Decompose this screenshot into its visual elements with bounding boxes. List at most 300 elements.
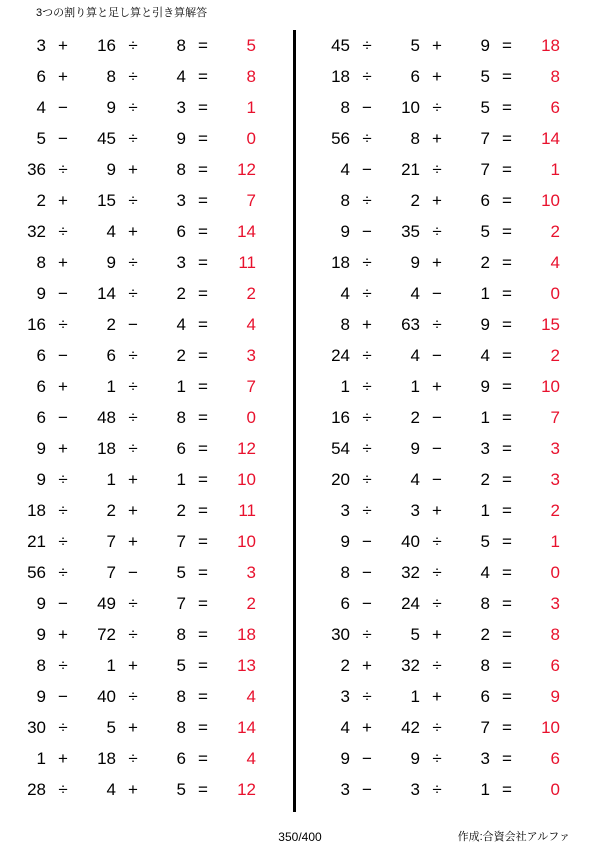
operand-1: 18 — [331, 67, 350, 86]
operand-1: 28 — [27, 780, 46, 799]
operand-3: 6 — [176, 439, 186, 458]
answer-value: 13 — [237, 656, 256, 675]
operator-1: + — [58, 749, 68, 768]
operand-1: 4 — [340, 718, 350, 737]
operand-2: 2 — [106, 501, 116, 520]
operand-1: 1 — [36, 749, 46, 768]
operand-2: 15 — [97, 191, 116, 210]
answer-value: 3 — [550, 439, 560, 458]
answer-value: 4 — [246, 315, 256, 334]
operand-2: 9 — [410, 439, 420, 458]
operand-3: 4 — [480, 346, 490, 365]
equals-sign: = — [502, 470, 512, 489]
operator-2: ÷ — [128, 439, 138, 458]
problem-row — [314, 619, 600, 650]
operand-1: 30 — [27, 718, 46, 737]
operand-3: 1 — [176, 470, 186, 489]
operand-2: 49 — [97, 594, 116, 613]
operator-2: ÷ — [128, 346, 138, 365]
answer-value: 14 — [541, 129, 560, 148]
answer-value: 7 — [246, 377, 256, 396]
answer-value: 4 — [246, 687, 256, 706]
operator-2: ÷ — [432, 532, 442, 551]
operand-1: 2 — [36, 191, 46, 210]
equals-sign: = — [502, 563, 512, 582]
problem-row — [314, 464, 600, 495]
answer-value: 10 — [237, 470, 256, 489]
equals-sign: = — [198, 67, 208, 86]
operand-3: 4 — [176, 315, 186, 334]
operand-3: 3 — [176, 253, 186, 272]
operand-3: 3 — [480, 749, 490, 768]
problem-row — [314, 433, 600, 464]
operand-3: 4 — [480, 563, 490, 582]
operand-3: 5 — [176, 780, 186, 799]
equals-sign: = — [502, 346, 512, 365]
operand-2: 45 — [97, 129, 116, 148]
problem-row — [314, 774, 600, 805]
equals-sign: = — [198, 563, 208, 582]
operator-1: + — [58, 191, 68, 210]
operand-2: 32 — [401, 656, 420, 675]
operator-2: − — [432, 408, 442, 427]
problem-row — [314, 681, 600, 712]
problem-row — [10, 309, 296, 340]
operand-1: 8 — [340, 191, 350, 210]
operand-3: 1 — [480, 501, 490, 520]
answer-value: 7 — [246, 191, 256, 210]
equals-sign: = — [502, 253, 512, 272]
operator-1: − — [58, 98, 68, 117]
problem-row — [314, 123, 600, 154]
operator-1: ÷ — [362, 408, 372, 427]
operator-1: ÷ — [58, 656, 68, 675]
operand-2: 10 — [401, 98, 420, 117]
operand-3: 9 — [480, 315, 490, 334]
answer-value: 12 — [237, 160, 256, 179]
equals-sign: = — [502, 36, 512, 55]
operator-1: ÷ — [58, 532, 68, 551]
operator-2: ÷ — [432, 563, 442, 582]
operator-2: ÷ — [128, 625, 138, 644]
operand-2: 9 — [410, 749, 420, 768]
problem-row — [314, 743, 600, 774]
operator-2: ÷ — [432, 160, 442, 179]
operand-3: 8 — [176, 408, 186, 427]
operand-1: 4 — [340, 284, 350, 303]
equals-sign: = — [198, 532, 208, 551]
problem-row — [314, 495, 600, 526]
operand-1: 9 — [36, 470, 46, 489]
operand-1: 6 — [36, 346, 46, 365]
operator-1: ÷ — [362, 377, 372, 396]
operator-2: ÷ — [432, 749, 442, 768]
answer-value: 3 — [550, 594, 560, 613]
operand-3: 1 — [480, 408, 490, 427]
equals-sign: = — [502, 408, 512, 427]
operator-2: ÷ — [128, 408, 138, 427]
operator-2: + — [128, 780, 138, 799]
page-footer — [0, 829, 600, 845]
answer-value: 2 — [246, 284, 256, 303]
problem-row — [314, 61, 600, 92]
equals-sign: = — [198, 129, 208, 148]
problem-row — [10, 92, 296, 123]
problem-row — [314, 712, 600, 743]
equals-sign: = — [502, 625, 512, 644]
problem-row — [10, 185, 296, 216]
operand-1: 4 — [340, 160, 350, 179]
equals-sign: = — [198, 687, 208, 706]
equals-sign: = — [198, 408, 208, 427]
problem-row — [314, 30, 600, 61]
operator-1: ÷ — [362, 36, 372, 55]
problem-columns — [0, 30, 600, 805]
equals-sign: = — [502, 780, 512, 799]
operator-2: ÷ — [432, 315, 442, 334]
answer-value: 3 — [246, 563, 256, 582]
operator-2: ÷ — [128, 377, 138, 396]
operator-1: − — [58, 284, 68, 303]
operand-2: 5 — [410, 36, 420, 55]
equals-sign: = — [502, 377, 512, 396]
answer-value: 15 — [541, 315, 560, 334]
equals-sign: = — [198, 625, 208, 644]
answer-value: 12 — [237, 780, 256, 799]
answer-value: 0 — [550, 284, 560, 303]
operator-1: ÷ — [58, 501, 68, 520]
operator-1: ÷ — [362, 501, 372, 520]
operand-1: 18 — [27, 501, 46, 520]
operand-1: 9 — [340, 749, 350, 768]
left-column — [0, 30, 296, 805]
operand-2: 18 — [97, 439, 116, 458]
operand-3: 2 — [480, 625, 490, 644]
operand-3: 3 — [176, 191, 186, 210]
equals-sign: = — [502, 656, 512, 675]
operator-2: ÷ — [128, 284, 138, 303]
operator-2: ÷ — [432, 594, 442, 613]
operand-1: 8 — [36, 253, 46, 272]
operator-1: ÷ — [58, 160, 68, 179]
equals-sign: = — [198, 718, 208, 737]
operator-2: ÷ — [432, 718, 442, 737]
operand-1: 2 — [340, 656, 350, 675]
equals-sign: = — [502, 687, 512, 706]
operator-1: ÷ — [362, 439, 372, 458]
answer-value: 11 — [238, 501, 256, 520]
operand-1: 54 — [331, 439, 350, 458]
operand-2: 1 — [106, 470, 116, 489]
operand-1: 8 — [340, 563, 350, 582]
answer-value: 8 — [550, 625, 560, 644]
operand-3: 8 — [176, 36, 186, 55]
operand-3: 2 — [176, 284, 186, 303]
operand-3: 5 — [480, 67, 490, 86]
equals-sign: = — [198, 253, 208, 272]
answer-value: 12 — [237, 439, 256, 458]
answer-value: 1 — [246, 98, 256, 117]
operand-2: 4 — [106, 780, 116, 799]
operand-3: 7 — [176, 532, 186, 551]
problem-row — [10, 526, 296, 557]
operator-1: − — [362, 780, 372, 799]
answer-value: 2 — [550, 346, 560, 365]
operator-1: + — [58, 377, 68, 396]
operand-2: 5 — [410, 625, 420, 644]
equals-sign: = — [198, 36, 208, 55]
equals-sign: = — [198, 315, 208, 334]
operand-3: 6 — [480, 191, 490, 210]
operator-1: + — [362, 718, 372, 737]
operator-2: + — [432, 36, 442, 55]
equals-sign: = — [198, 346, 208, 365]
operator-1: − — [58, 687, 68, 706]
operand-2: 2 — [410, 191, 420, 210]
answer-value: 4 — [246, 749, 256, 768]
operand-1: 1 — [340, 377, 350, 396]
problem-row — [10, 588, 296, 619]
operator-1: ÷ — [58, 222, 68, 241]
equals-sign: = — [502, 501, 512, 520]
operand-3: 5 — [480, 222, 490, 241]
operand-1: 30 — [331, 625, 350, 644]
operator-2: + — [432, 191, 442, 210]
operand-3: 5 — [176, 563, 186, 582]
problem-row — [314, 650, 600, 681]
operator-1: ÷ — [58, 470, 68, 489]
operand-3: 8 — [176, 625, 186, 644]
equals-sign: = — [198, 749, 208, 768]
equals-sign: = — [198, 377, 208, 396]
answer-value: 5 — [246, 36, 256, 55]
operand-1: 24 — [331, 346, 350, 365]
equals-sign: = — [198, 780, 208, 799]
operator-2: ÷ — [128, 129, 138, 148]
answer-value: 9 — [550, 687, 560, 706]
equals-sign: = — [198, 656, 208, 675]
operand-1: 9 — [340, 532, 350, 551]
operator-1: + — [58, 36, 68, 55]
operand-2: 42 — [401, 718, 420, 737]
operator-1: − — [58, 594, 68, 613]
operator-1: − — [58, 408, 68, 427]
operator-1: ÷ — [362, 129, 372, 148]
operand-3: 5 — [480, 532, 490, 551]
operator-2: − — [128, 315, 138, 334]
problem-row — [314, 557, 600, 588]
operand-1: 32 — [27, 222, 46, 241]
operator-1: − — [362, 160, 372, 179]
operand-1: 8 — [340, 98, 350, 117]
operator-2: + — [432, 501, 442, 520]
operator-2: + — [432, 129, 442, 148]
operator-2: ÷ — [128, 749, 138, 768]
answer-value: 0 — [550, 780, 560, 799]
answer-value: 10 — [237, 532, 256, 551]
operand-1: 21 — [27, 532, 46, 551]
equals-sign: = — [502, 594, 512, 613]
operator-2: − — [432, 439, 442, 458]
operand-2: 40 — [97, 687, 116, 706]
operand-3: 1 — [480, 780, 490, 799]
problem-row — [10, 464, 296, 495]
answer-value: 10 — [541, 377, 560, 396]
operand-3: 7 — [480, 160, 490, 179]
equals-sign: = — [198, 160, 208, 179]
problem-row — [10, 433, 296, 464]
answer-value: 0 — [550, 563, 560, 582]
operator-1: − — [362, 594, 372, 613]
equals-sign: = — [502, 439, 512, 458]
operand-3: 3 — [480, 439, 490, 458]
answer-value: 8 — [550, 67, 560, 86]
operand-2: 16 — [97, 36, 116, 55]
problem-row — [314, 247, 600, 278]
operand-1: 56 — [27, 563, 46, 582]
operator-2: + — [128, 532, 138, 551]
operand-3: 8 — [480, 594, 490, 613]
operand-2: 2 — [410, 408, 420, 427]
problem-row — [10, 712, 296, 743]
operand-2: 48 — [97, 408, 116, 427]
operand-2: 1 — [410, 687, 420, 706]
operand-2: 5 — [106, 718, 116, 737]
operator-2: + — [128, 656, 138, 675]
answer-value: 2 — [246, 594, 256, 613]
answer-value: 10 — [541, 718, 560, 737]
problem-row — [10, 495, 296, 526]
operator-2: ÷ — [432, 656, 442, 675]
problem-row — [314, 526, 600, 557]
operand-2: 18 — [97, 749, 116, 768]
operator-1: ÷ — [362, 346, 372, 365]
operand-2: 3 — [410, 780, 420, 799]
equals-sign: = — [198, 284, 208, 303]
answer-value: 1 — [550, 532, 560, 551]
answer-value: 3 — [246, 346, 256, 365]
operator-1: + — [362, 656, 372, 675]
operand-3: 5 — [480, 98, 490, 117]
problem-row — [314, 588, 600, 619]
operator-2: − — [432, 346, 442, 365]
operator-2: − — [432, 284, 442, 303]
operand-2: 9 — [106, 98, 116, 117]
operator-2: − — [128, 563, 138, 582]
operator-2: + — [432, 625, 442, 644]
answer-value: 14 — [237, 718, 256, 737]
operand-2: 6 — [410, 67, 420, 86]
equals-sign: = — [502, 718, 512, 737]
equals-sign: = — [198, 439, 208, 458]
answer-value: 8 — [246, 67, 256, 86]
operand-2: 4 — [410, 470, 420, 489]
operator-2: ÷ — [128, 687, 138, 706]
equals-sign: = — [198, 222, 208, 241]
operand-3: 7 — [480, 718, 490, 737]
equals-sign: = — [502, 284, 512, 303]
operator-2: ÷ — [432, 222, 442, 241]
problem-row — [10, 557, 296, 588]
operand-3: 1 — [176, 377, 186, 396]
operand-1: 9 — [36, 439, 46, 458]
answer-value: 6 — [550, 749, 560, 768]
operand-1: 5 — [36, 129, 46, 148]
problem-row — [10, 278, 296, 309]
operator-2: ÷ — [128, 98, 138, 117]
operator-1: − — [362, 749, 372, 768]
answer-value: 14 — [237, 222, 256, 241]
equals-sign: = — [502, 98, 512, 117]
answer-value: 2 — [550, 501, 560, 520]
operator-1: − — [58, 346, 68, 365]
operand-3: 7 — [480, 129, 490, 148]
operand-1: 6 — [36, 67, 46, 86]
right-column — [296, 30, 600, 805]
operator-1: ÷ — [58, 780, 68, 799]
equals-sign: = — [502, 749, 512, 768]
operand-3: 2 — [480, 253, 490, 272]
operand-2: 14 — [97, 284, 116, 303]
operand-1: 8 — [36, 656, 46, 675]
operand-2: 7 — [106, 532, 116, 551]
operand-1: 8 — [340, 315, 350, 334]
operand-2: 9 — [106, 160, 116, 179]
operand-1: 56 — [331, 129, 350, 148]
operand-1: 18 — [331, 253, 350, 272]
problem-row — [10, 247, 296, 278]
operator-2: − — [432, 470, 442, 489]
problem-row — [314, 309, 600, 340]
operand-2: 8 — [410, 129, 420, 148]
operand-3: 2 — [176, 346, 186, 365]
operand-2: 1 — [410, 377, 420, 396]
operand-1: 20 — [331, 470, 350, 489]
operator-2: ÷ — [432, 780, 442, 799]
operand-3: 2 — [176, 501, 186, 520]
operand-2: 2 — [106, 315, 116, 334]
operand-2: 1 — [106, 377, 116, 396]
problem-row — [10, 402, 296, 433]
operator-1: ÷ — [362, 253, 372, 272]
equals-sign: = — [198, 191, 208, 210]
problem-row — [10, 743, 296, 774]
operator-1: − — [362, 563, 372, 582]
problem-row — [10, 216, 296, 247]
problem-row — [314, 371, 600, 402]
problem-row — [10, 154, 296, 185]
answer-value: 2 — [550, 222, 560, 241]
operator-1: ÷ — [362, 470, 372, 489]
operand-2: 3 — [410, 501, 420, 520]
answer-value: 6 — [550, 656, 560, 675]
equals-sign: = — [502, 315, 512, 334]
operand-3: 3 — [176, 98, 186, 117]
operand-1: 45 — [331, 36, 350, 55]
operand-3: 7 — [176, 594, 186, 613]
equals-sign: = — [502, 222, 512, 241]
equals-sign: = — [502, 532, 512, 551]
operand-1: 36 — [27, 160, 46, 179]
problem-row — [314, 402, 600, 433]
problem-row — [10, 123, 296, 154]
operator-1: − — [362, 98, 372, 117]
operand-2: 8 — [106, 67, 116, 86]
operator-2: + — [432, 687, 442, 706]
operator-1: ÷ — [362, 191, 372, 210]
operand-2: 1 — [106, 656, 116, 675]
operand-1: 4 — [36, 98, 46, 117]
